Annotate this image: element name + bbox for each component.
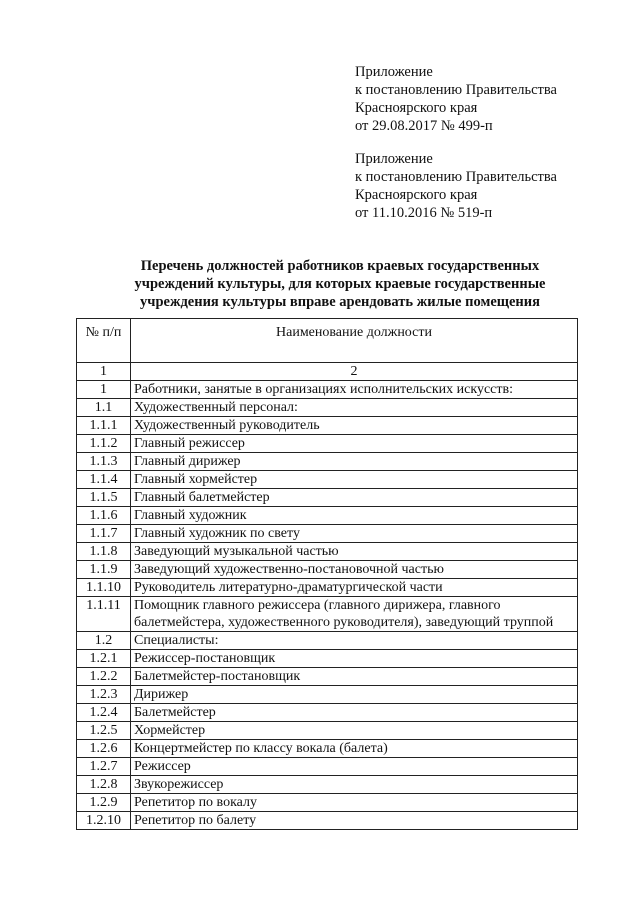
row-position-name: Работники, занятые в организациях исполнительских искусств:	[131, 381, 578, 399]
row-number: 1.1.4	[77, 471, 131, 489]
table-row	[77, 453, 578, 471]
title-line-2: учреждений культуры, для которых краевые государственные	[134, 276, 546, 292]
table-row	[77, 597, 578, 632]
table-index-row	[77, 363, 578, 381]
row-position-name: Главный балетмейстер	[131, 489, 578, 507]
row-position-name: Балетмейстер-постановщик	[131, 668, 578, 686]
row-number: 1.1.9	[77, 561, 131, 579]
appendix-2-line-2: к постановлению Правительства	[355, 169, 557, 185]
appendix-1-line-4: от 29.08.2017 № 499-п	[355, 118, 493, 134]
row-position-name: Специалисты:	[131, 632, 578, 650]
appendix-block-1	[355, 63, 557, 135]
appendix-1-line-2: к постановлению Правительства	[355, 82, 557, 98]
row-position-name: Режиссер	[131, 758, 578, 776]
row-number: 1.2.10	[77, 812, 131, 830]
table-row	[77, 812, 578, 830]
table-row	[77, 758, 578, 776]
table-row	[77, 740, 578, 758]
row-number: 1.2.9	[77, 794, 131, 812]
row-number: 1.2.4	[77, 704, 131, 722]
table-row	[77, 525, 578, 543]
row-number: 1	[77, 381, 131, 399]
row-position-name: Заведующий музыкальной частью	[131, 543, 578, 561]
appendix-1-line-1: Приложение	[355, 64, 433, 80]
row-position-name: Балетмейстер	[131, 704, 578, 722]
row-position-name: Помощник главного режиссера (главного дирижера, главного балетмейстера, художественного руководителя), заведующий труппой	[131, 597, 578, 632]
row-position-name: Концертмейстер по классу вокала (балета)	[131, 740, 578, 758]
row-position-name: Хормейстер	[131, 722, 578, 740]
row-position-name: Репетитор по вокалу	[131, 794, 578, 812]
row-number: 1.1.11	[77, 597, 131, 632]
positions-table	[76, 318, 578, 830]
table-row	[77, 704, 578, 722]
row-position-name: Дирижер	[131, 686, 578, 704]
table-row	[77, 776, 578, 794]
row-number: 1.1.3	[77, 453, 131, 471]
row-number: 1.1.7	[77, 525, 131, 543]
row-position-name: Репетитор по балету	[131, 812, 578, 830]
appendix-1-line-3: Красноярского края	[355, 100, 478, 116]
title-line-1: Перечень должностей работников краевых государственных	[140, 258, 540, 274]
row-number: 1.1.5	[77, 489, 131, 507]
row-position-name: Главный художник по свету	[131, 525, 578, 543]
table-row	[77, 561, 578, 579]
table-row	[77, 507, 578, 525]
index-col-1: 1	[77, 363, 131, 381]
table-row	[77, 543, 578, 561]
row-position-name: Режиссер-постановщик	[131, 650, 578, 668]
table-row	[77, 722, 578, 740]
appendix-2-line-3: Красноярского края	[355, 187, 478, 203]
header-position-name: Наименование должности	[131, 319, 578, 363]
row-number: 1.2.7	[77, 758, 131, 776]
appendix-block-2	[355, 150, 557, 222]
row-number: 1.1.6	[77, 507, 131, 525]
row-number: 1.2.8	[77, 776, 131, 794]
row-number: 1.1.10	[77, 579, 131, 597]
row-number: 1.2	[77, 632, 131, 650]
row-number: 1.2.3	[77, 686, 131, 704]
appendix-2-line-1: Приложение	[355, 151, 433, 167]
table-row	[77, 794, 578, 812]
table-row	[77, 435, 578, 453]
table-row	[77, 650, 578, 668]
row-position-name: Звукорежиссер	[131, 776, 578, 794]
row-number: 1.1.1	[77, 417, 131, 435]
table-row	[77, 489, 578, 507]
table-row	[77, 399, 578, 417]
row-number: 1.1.8	[77, 543, 131, 561]
row-number: 1.1.2	[77, 435, 131, 453]
table-row	[77, 632, 578, 650]
table-row	[77, 417, 578, 435]
index-col-2: 2	[131, 363, 578, 381]
table-row	[77, 381, 578, 399]
row-position-name: Главный режиссер	[131, 435, 578, 453]
table-row	[77, 471, 578, 489]
table-header-row	[77, 319, 578, 363]
row-number: 1.2.1	[77, 650, 131, 668]
row-number: 1.2.5	[77, 722, 131, 740]
row-position-name: Руководитель литературно-драматургической части	[131, 579, 578, 597]
document-title	[60, 257, 620, 311]
appendix-2-line-4: от 11.10.2016 № 519-п	[355, 205, 493, 221]
row-position-name: Художественный руководитель	[131, 417, 578, 435]
table-row	[77, 686, 578, 704]
table-row	[77, 668, 578, 686]
row-number: 1.1	[77, 399, 131, 417]
row-position-name: Главный дирижер	[131, 453, 578, 471]
row-position-name: Художественный персонал:	[131, 399, 578, 417]
title-line-3: учреждения культуры вправе арендовать жилые помещения	[140, 294, 540, 310]
row-number: 1.2.2	[77, 668, 131, 686]
header-number: № п/п	[77, 319, 131, 363]
row-position-name: Заведующий художественно-постановочной частью	[131, 561, 578, 579]
row-position-name: Главный хормейстер	[131, 471, 578, 489]
row-position-name: Главный художник	[131, 507, 578, 525]
table-row	[77, 579, 578, 597]
row-number: 1.2.6	[77, 740, 131, 758]
